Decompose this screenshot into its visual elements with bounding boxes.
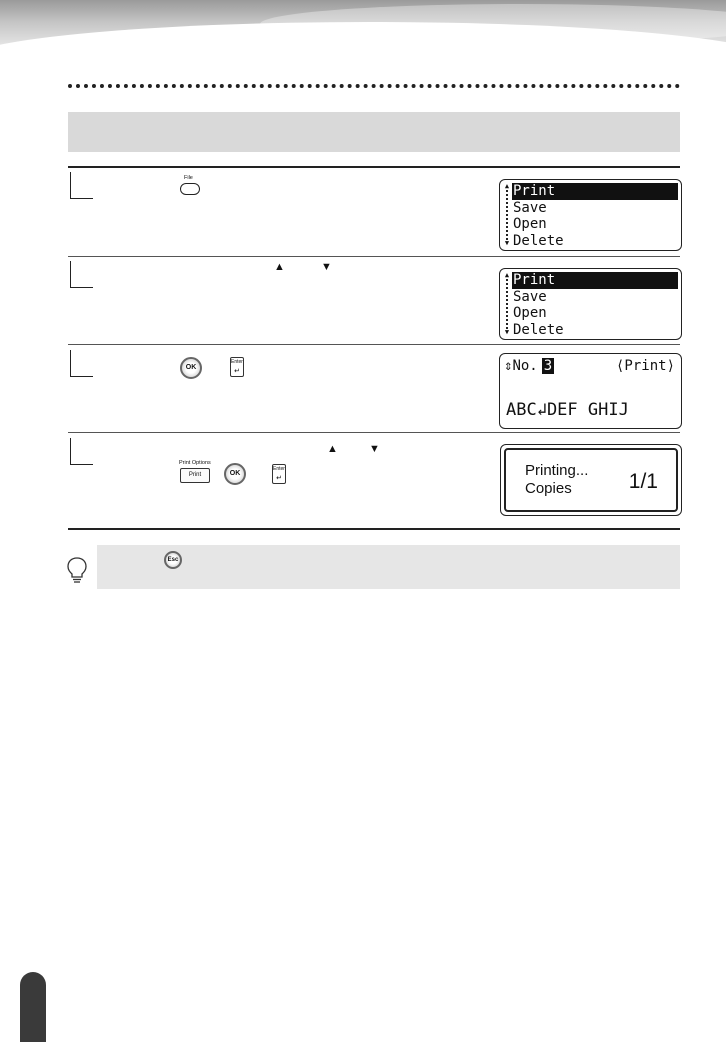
menu-item-save: Save: [513, 199, 547, 216]
print-mode: ⟨Print⟩: [615, 358, 675, 374]
scrollbar-icon: [503, 183, 511, 247]
enter-key-icon: [230, 357, 244, 377]
menu-item-open: Open: [513, 216, 547, 232]
step-2-box: [70, 261, 93, 288]
menu-item-save: Save: [513, 288, 547, 305]
ok-key-icon: OK: [180, 357, 202, 379]
up-arrow-icon: ▲: [274, 261, 285, 273]
esc-key-icon: Esc: [164, 551, 182, 569]
enter-key-label: Enter: [231, 359, 243, 365]
scroll-down-icon: ▼: [504, 328, 510, 336]
section-header-bar: [68, 112, 680, 152]
dotted-divider: [68, 84, 680, 88]
step-1-box: [70, 172, 93, 199]
down-arrow-icon: ▼: [369, 443, 380, 455]
ok-key-icon: OK: [224, 463, 246, 485]
lcd-file-menu-2: [499, 268, 682, 340]
number-label: No.: [512, 358, 538, 374]
label-number: 3: [543, 358, 553, 374]
enter-symbol: ↵: [234, 368, 240, 375]
lightbulb-icon: [66, 556, 88, 586]
table-top-rule: [68, 166, 680, 168]
scroll-track: [506, 190, 508, 240]
lcd-printing-frame: [504, 448, 678, 512]
menu-list: [512, 183, 678, 249]
print-key-icon: Print: [180, 468, 210, 483]
page-header-band: [0, 0, 726, 48]
print-options-label: Print Options: [179, 460, 211, 466]
up-arrow-icon: ▲: [327, 443, 338, 455]
enter-symbol: ↵: [276, 475, 282, 482]
note-box: [97, 545, 680, 589]
menu-item-print: Print: [512, 272, 678, 289]
menu-item-print: Print: [512, 183, 678, 200]
down-arrow-icon: ▼: [321, 261, 332, 273]
copies-label: Copies: [525, 480, 572, 497]
copies-count: 1/1: [628, 470, 658, 493]
file-key-icon: [180, 183, 200, 195]
scrollbar-icon: [503, 272, 511, 336]
step-4-box: [70, 438, 93, 465]
step-divider-2: [68, 344, 680, 345]
menu-item-delete: Delete: [513, 321, 564, 338]
enter-key-label: Enter: [273, 466, 285, 472]
label-number-row: [504, 358, 554, 374]
scroll-up-icon: ▲: [504, 271, 510, 279]
printing-status: Printing...: [525, 462, 589, 479]
lcd-file-menu-1: [499, 179, 682, 251]
scroll-up-icon: ▲: [504, 182, 510, 190]
step-divider-1: [68, 256, 680, 257]
step-3-box: [70, 350, 93, 377]
menu-list: [512, 272, 678, 338]
scroll-track: [506, 279, 508, 329]
scroll-down-icon: ▼: [504, 239, 510, 247]
enter-key-icon: [272, 464, 286, 484]
label-text: ABC↲DEF GHIJ: [506, 400, 629, 420]
menu-item-delete: Delete: [513, 232, 564, 249]
menu-item-open: Open: [513, 305, 547, 321]
file-key-label: File: [184, 175, 193, 181]
table-bottom-rule: [68, 528, 680, 530]
lcd-printing: [500, 444, 682, 516]
step-divider-3: [68, 432, 680, 433]
scroll-arrows-icon: ⇕: [504, 358, 513, 374]
lcd-print-confirm: [499, 353, 682, 429]
